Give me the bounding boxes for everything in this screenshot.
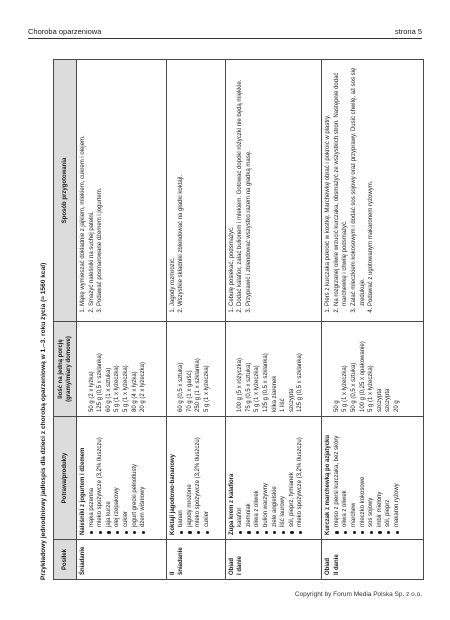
preparation-step: 1. Pierś z kurczaka pokroić w kostkę. Marchewkę obrać i pokroić w plastry.: [324, 64, 333, 306]
quantity: 20 g: [393, 400, 400, 412]
preparation-step: 1. Jagody rozmrozić.: [169, 64, 178, 306]
table-row: [322, 60, 424, 580]
ingredient: jogurt grecki pełnotłusty: [131, 421, 140, 535]
quantity-list: [333, 326, 402, 412]
ingredient: ziele angielskie: [271, 421, 280, 535]
quantity: 5 g (1 x łyżeczka): [203, 365, 210, 412]
meal-name-line1: Obiad: [228, 557, 235, 575]
preparation-steps: [228, 64, 254, 317]
preparation-steps: [79, 64, 105, 317]
header-quantity: [54, 322, 77, 417]
quantity: 125 g (0,5 x szklanka): [297, 353, 304, 412]
ingredient: cukier: [203, 421, 212, 535]
preparation-cell: [166, 60, 225, 322]
quantity: 50 g: [333, 400, 340, 412]
preparation-steps: [324, 64, 376, 317]
dish-cell: [322, 417, 424, 540]
dish-title: Naleśniki z jogurtem i dżemem: [80, 447, 86, 535]
header-dish: Potrawa/produkty: [54, 417, 77, 540]
ingredient-list: [333, 421, 402, 535]
table-row: [77, 60, 167, 580]
table-caption: Przykładowy jednodniowy jadłospis dla dzieci z chorobą oparzeniową w 1.–3. roku życia (≈ 1560 kcal): [40, 262, 47, 580]
quantity: 5 g (1 x łyżeczka): [342, 365, 349, 412]
ingredient: kalafior: [236, 421, 245, 535]
dish-title: Zupa krem z kalafiora: [228, 473, 235, 535]
ingredient: makaron ryżowy: [393, 421, 402, 535]
quantity: 60 g (1 x sztuka): [105, 367, 112, 412]
dish-cell: [166, 417, 225, 540]
quantity: 50 g (2 x łyżka): [88, 371, 95, 412]
meal-name: [322, 540, 424, 580]
ingredient: cukier: [122, 421, 131, 535]
ingredient: ziemniak: [245, 421, 254, 535]
quantity: 80 g (4 x łyżka): [131, 371, 138, 412]
quantity: 125 g (0,5 x szklanka): [262, 353, 269, 412]
meal-name-line1: Obiad: [325, 557, 332, 575]
quantity-list: [236, 326, 305, 412]
quantity: kilka ziarenek: [271, 375, 278, 412]
quantity: 100 g (5 x różyczka): [237, 357, 244, 412]
ingredient: bulion warzywny: [262, 421, 271, 535]
dish-cell: [77, 417, 167, 540]
ingredient: jaja kurze: [105, 421, 114, 535]
preparation-cell: [322, 60, 424, 322]
page-header: [28, 16, 422, 39]
ingredient: mleko spożywcze (3,2% tłuszczu): [96, 421, 105, 535]
ingredient: dżem wiśniowy: [139, 421, 148, 535]
preparation-step: 1. Cebulę posiekać, podsmażyć.: [228, 64, 237, 306]
quantity: 100 g (0,25 x opakowanie): [359, 341, 366, 412]
quantity: 5 g (1 x łyżeczka): [254, 365, 261, 412]
preparation-step: 2. Dodać kalafior, zalać bulionem i mlekiem. Gotować dopóki różyczki nie będą miękkie.: [236, 64, 245, 306]
ingredient: sól, pieprz: [384, 421, 393, 535]
header-quantity-line1: Ilość na jedną porcję: [58, 339, 64, 399]
preparation-step: 3. Podawać posmarowane dżemem i jogurtem.: [96, 64, 105, 306]
header-meal: Posiłek: [54, 540, 77, 580]
ingredient: sos sojowy: [367, 421, 376, 535]
ingredient-list: [236, 421, 305, 535]
preparation-cell: [77, 60, 167, 322]
table-row: [166, 60, 225, 580]
quantity: 250 g (1 x szklanka): [195, 358, 202, 412]
ingredient: liść laurowy: [279, 421, 288, 535]
quantity: szczypta: [385, 388, 392, 412]
ingredient: marchew: [350, 421, 359, 535]
ingredient: mleko spożywcze (3,2% tłuszczu): [194, 421, 203, 535]
document-title: Choroba oparzeniowa: [28, 27, 102, 36]
dish-cell: [225, 417, 322, 540]
preparation-step: 4. Podawać z ugotowanym makaronem ryżowym.: [367, 64, 376, 306]
ingredient: oliwa z oliwek: [341, 421, 350, 535]
ingredient-list: [88, 421, 148, 535]
table-header-row: [54, 60, 77, 580]
header-quantity-line2: (gramy/miary domowe): [66, 336, 72, 402]
quantity: 1 liść: [280, 398, 287, 412]
quantity: 5 g (1 x łyżeczka): [114, 365, 121, 412]
preparation-step: 2. Wszystkie składniki zblendować na gładki koktajl.: [177, 64, 186, 306]
preparation-steps: [169, 64, 186, 317]
quantity: 125 g (0,5 x szklanka): [97, 353, 104, 412]
quantity: 5 g (1 x łyżeczka): [122, 365, 129, 412]
preparation-step: 2. Na rozgrzanej oliwie wrzucić kurczaka, obsmażyć ze wszystkich stron. Następnie dodać marchewkę i chwilę podsmażyć.: [333, 64, 350, 306]
quantity: 20 g (2 x łyżeczka): [140, 361, 147, 412]
quantity-cell: [225, 322, 322, 417]
quantity: 75 g (0,5 x sztuka): [245, 362, 252, 412]
ingredient: mięso z piersi kurczaka, bez skóry: [333, 421, 342, 535]
quantity: 70 g (1 x garść): [186, 370, 193, 412]
copyright-footer: Copyright by Forum Media Polska Sp. z o.o.: [294, 591, 422, 598]
ingredient: imbir mielony: [376, 421, 385, 535]
quantity-cell: [322, 322, 424, 417]
ingredient: mąka pszenna: [88, 421, 97, 535]
header-preparation: Sposób przygotowania: [54, 60, 77, 322]
quantity: 60 g (0,5 x sztuka): [178, 362, 185, 412]
quantity: szczypta: [376, 388, 383, 412]
rotated-table-area: [36, 60, 426, 580]
quantity: 5 g (1 x łyżeczka): [368, 365, 375, 412]
ingredient: mleczko kokosowe: [359, 421, 368, 535]
ingredient-list: [177, 421, 211, 535]
ingredient: jagody mrożone: [186, 421, 195, 535]
quantity-list: [88, 326, 148, 412]
dish-title: Kurczak z marchewką po azjatycku: [325, 434, 332, 535]
quantity-cell: [166, 322, 225, 417]
quantity-list: [177, 326, 211, 412]
ingredient: banan: [177, 421, 186, 535]
page-number: strona 5: [394, 27, 422, 36]
meal-name: Śniadanie: [77, 540, 167, 580]
preparation-step: 2. Smażyć naleśniki na suchej patelni.: [88, 64, 97, 306]
quantity: szczypta: [288, 388, 295, 412]
ingredient: oliwa z oliwek: [253, 421, 262, 535]
quantity-cell: [77, 322, 167, 417]
quantity: 50 g (0,5 x sztuka): [351, 362, 357, 412]
dish-title: Koktajl jagodowo-bananowy: [169, 453, 176, 535]
preparation-step: 1. Mąkę wymieszać dokładnie z jajkiem, mlekiem, cukrem i olejem.: [79, 64, 88, 306]
ingredient: sól, pieprz, tymianek: [288, 421, 297, 535]
preparation-step: 3. Przyprawić i zblendować wszystko razem na gładką masę.: [245, 64, 254, 306]
rotated-content: [36, 60, 426, 580]
preparation-step: 3. Zalać mleczkiem kokosowym i dodać sos sojowy oraz przyprawy. Dusić chwilę, aż sos się zredukuje.: [350, 64, 367, 306]
meal-name-line2: II danie: [333, 554, 340, 575]
meal-name-line2: I danie: [237, 555, 244, 575]
meal-name: II śniadanie: [166, 540, 225, 580]
meal-plan-table: [53, 59, 424, 580]
preparation-cell: [225, 60, 322, 322]
meal-name: [225, 540, 322, 580]
ingredient: mleko spożywcze (3,2% tłuszczu): [296, 421, 305, 535]
ingredient: olej rzepakowy: [113, 421, 122, 535]
table-row: [225, 60, 322, 580]
